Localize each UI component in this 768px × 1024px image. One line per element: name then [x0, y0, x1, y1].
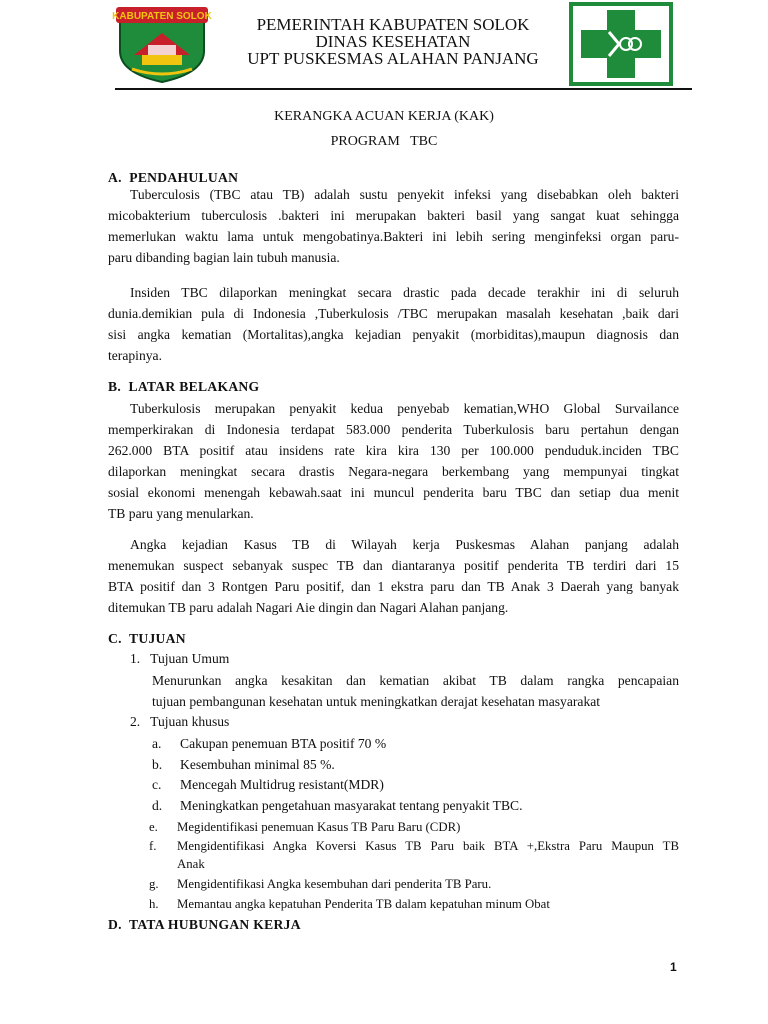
- list-marker: f.: [149, 839, 157, 853]
- text-line: paru dibanding bagian lain tubuh manusia.: [108, 250, 340, 265]
- logo-lettering: KABUPATEN SOLOK: [112, 11, 212, 22]
- header-divider: [115, 88, 692, 90]
- text-line: Angka kejadian Kasus TB di Wilayah kerja Puskesmas Alahan panjang adalah: [130, 537, 679, 552]
- section-b-paragraph-1: [108, 398, 679, 524]
- text-line: dunia.demikian pula di Indonesia ,Tuberkulosis /TBC merupakan masalah kesehatan ,baik dari: [108, 306, 679, 321]
- header-puskesmas-name: UPT PUSKESMAS ALAHAN PANJANG: [247, 49, 539, 68]
- text-line: dilaporkan meningkat secara drastis Negara-negara berkembang yang mempunyai tingkat: [108, 464, 679, 479]
- section-b-paragraph-2: [108, 534, 679, 618]
- text-line: memperkirakan di Indonesia terdapat 583.000 penderita Tuberkulosis baru pertahun dengan: [108, 422, 679, 437]
- list-marker: d.: [152, 798, 163, 813]
- text-line: sisi angka kematian (Mortalitas),angka kejadian penyakit (morbiditas),maupun diagnosis dan: [108, 327, 679, 342]
- list-marker: c.: [152, 777, 162, 792]
- list-item-continuation: Anak: [177, 857, 205, 871]
- puskesmas-cross-logo: [569, 2, 673, 86]
- text-line: micobakterium tuberculosis .bakteri ini merupakan bakteri basil yang sangat kuat sehingga: [108, 208, 679, 223]
- tujuan-umum-text: [152, 670, 679, 712]
- section-c-heading: C. TUJUAN: [108, 631, 186, 646]
- list-item: Mengidentifikasi Angka Koversi Kasus TB Paru baik BTA +,Ekstra Paru Maupun TB: [177, 839, 679, 853]
- header-gov-name: PEMERINTAH KABUPATEN SOLOK: [256, 15, 530, 34]
- list-marker: g.: [149, 877, 159, 891]
- section-a-paragraph-1: [108, 184, 679, 268]
- text-line: Tuberkulosis merupakan penyakit kedua penyebab kematian,WHO Global Survailance: [130, 401, 679, 416]
- list-item: Meningkatkan pengetahuan masyarakat tentang penyakit TBC.: [180, 798, 523, 813]
- section-b-heading: B. LATAR BELAKANG: [108, 379, 260, 394]
- text-line: BTA positif dan 3 Rontgen Paru positif, dan 1 ekstra paru dan TB Anak 3 Daerah yang banyak: [108, 579, 679, 594]
- text-line: Tuberculosis (TBC atau TB) adalah sustu penyekit infeksi yang disebabkan oleh bakteri: [130, 187, 679, 202]
- section-a-paragraph-2: [108, 282, 679, 366]
- tujuan-khusus-label: 2. Tujuan khusus: [130, 714, 230, 729]
- list-item: Mengidentifikasi Angka kesembuhan dari penderita TB Paru.: [177, 877, 492, 891]
- text-line: ditemukan TB paru adalah Nagari Aie dingin dan Nagari Alahan panjang.: [108, 600, 509, 615]
- list-marker: h.: [149, 897, 159, 911]
- text-line: Menurunkan angka kesakitan dan kematian akibat TB dalam rangka pencapaian: [152, 673, 679, 688]
- text-line: memerlukan waktu lama untuk mengobatinya.Bakteri ini lebih sering menginfeksi organ paru-: [108, 229, 679, 244]
- kabupaten-solok-logo: [112, 3, 212, 83]
- section-a-heading: A. PENDAHULUAN: [108, 170, 239, 185]
- list-marker: b.: [152, 757, 163, 772]
- text-line: menemukan suspect sebanyak suspec TB dan diantaranya positif penderita TB terdiri dari 15: [108, 558, 679, 573]
- text-line: terapinya.: [108, 348, 162, 363]
- tujuan-umum-label: 1. Tujuan Umum: [130, 651, 230, 666]
- doc-title: KERANGKA ACUAN KERJA (KAK): [274, 109, 494, 124]
- text-line: 262.000 BTA positif atau insidens rate kira kira 130 per 100.000 penduduk.inciden TBC: [108, 443, 679, 458]
- header-agency-name: DINAS KESEHATAN: [315, 32, 471, 51]
- list-item: Megidentifikasi penemuan Kasus TB Paru Baru (CDR): [177, 820, 461, 834]
- list-marker: e.: [149, 820, 158, 834]
- list-marker: a.: [152, 736, 162, 751]
- text-line: sosial ekonomi menengah kebawah.saat ini muncul penderita baru TBC dan setiap dua menit: [108, 485, 679, 500]
- text-line: tujuan pembangunan kesehatan untuk meningkatkan derajat kesehatan masyarakat: [152, 694, 601, 709]
- section-d-heading: D. TATA HUBUNGAN KERJA: [108, 917, 301, 932]
- doc-subtitle: PROGRAM TBC: [330, 134, 438, 149]
- text-line: Insiden TBC dilaporkan meningkat secara drastic pada decade terakhir ini di seluruh: [130, 285, 679, 300]
- list-item: Kesembuhan minimal 85 %.: [180, 757, 335, 772]
- list-item: Cakupan penemuan BTA positif 70 %: [180, 736, 387, 751]
- list-item: Mencegah Multidrug resistant(MDR): [180, 777, 384, 792]
- list-item: Memantau angka kepatuhan Penderita TB dalam kepatuhan minum Obat: [177, 897, 550, 911]
- page-number: 1: [670, 960, 677, 974]
- text-line: TB paru yang menularkan.: [108, 506, 254, 521]
